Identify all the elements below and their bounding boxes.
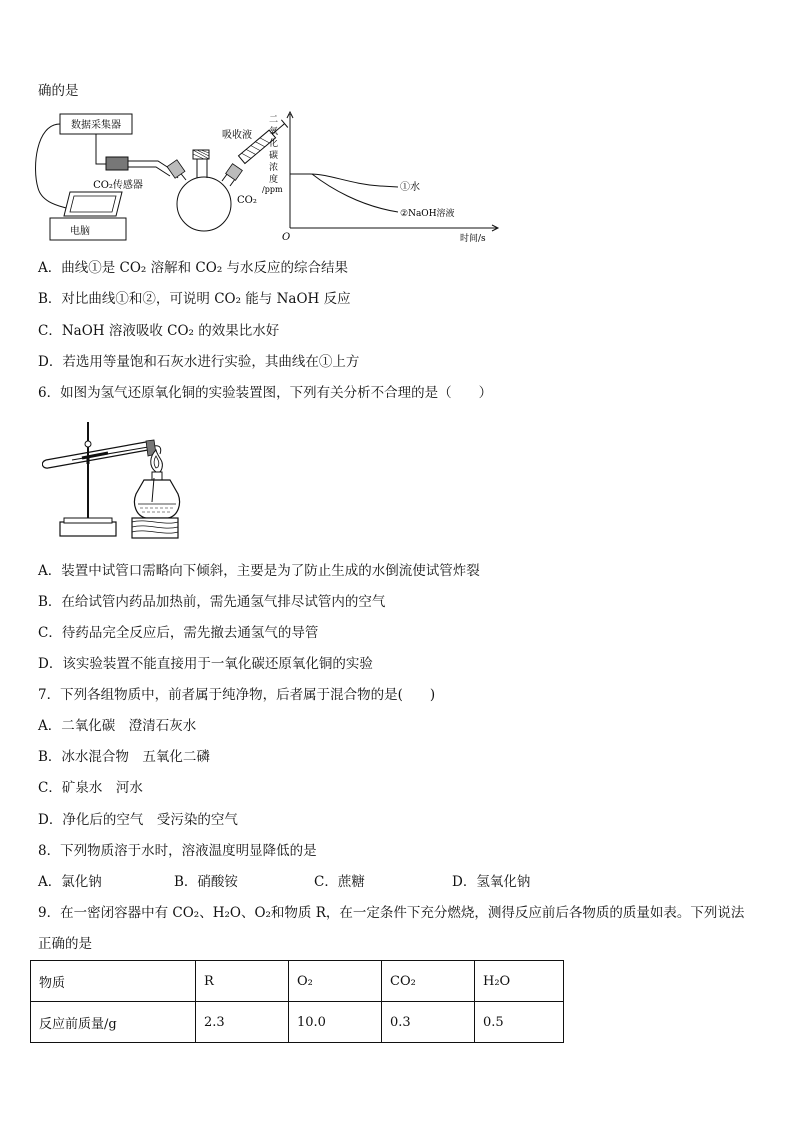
q6-stem: 6．如图为氢气还原氧化铜的实验装置图，下列有关分析不合理的是（ ） [38,385,493,401]
curve-naoh [312,174,398,212]
q7-stem: 7．下列各组物质中，前者属于纯净物，后者属于混合物的是( ) [38,687,436,703]
curve-naoh-label: ②NaOH溶液 [400,209,455,219]
x-axis-label: 时间/s [460,234,486,244]
stand-base [60,522,116,536]
hydrogen-reduction-apparatus [42,412,202,542]
svg-text:/ppm: /ppm [262,185,283,194]
q8-option-a: A．氯化钠 [38,874,102,890]
co2-sensor-label: CO₂传感器 [93,180,143,191]
y-axis-label [262,115,283,194]
table-cell: 2.3 [196,1002,289,1043]
table-cell: 0.5 [475,1002,564,1043]
table-cell: O₂ [289,961,382,1002]
q5-option-c: C．NaOH 溶液吸收 CO₂ 的效果比水好 [38,323,280,339]
q5-option-b: B．对比曲线①和②，可说明 CO₂ 能与 NaOH 反应 [38,291,351,307]
q8-option-d: D．氢氧化钠 [452,874,531,890]
q7-option-a: A．二氧化碳 澄清石灰水 [38,718,197,734]
curve-water [290,174,398,187]
svg-text:碳: 碳 [269,151,279,161]
table-cell: 物质 [31,961,196,1002]
q9-stem-line2: 正确的是 [38,936,92,952]
q8-option-b: B．硝酸铵 [174,874,238,890]
table-cell: 反应前质量/g [31,1002,196,1043]
concentration-graph [262,112,498,244]
svg-text:度: 度 [269,175,279,185]
q9-stem-line1: 9．在一密闭容器中有 CO₂、H₂O、O₂和物质 R，在一定条件下充分燃烧，测得反应前后各物质的质量如表。下列说法 [38,905,745,921]
q7-option-c: C．矿泉水 河水 [38,780,143,796]
intro-text: 确的是 [38,83,79,99]
svg-text:氧: 氧 [269,127,279,137]
alcohol-lamp [134,472,179,518]
table-cell: R [196,961,289,1002]
origin-label: O [282,232,291,243]
absorbent-label: 吸收液 [222,130,252,141]
mass-table [30,960,564,1043]
co2-gas-label: CO₂ [237,195,257,206]
q6-option-c: C．待药品完全反应后，需先撤去通氢气的导管 [38,625,319,641]
curve-water-label: ①水 [400,182,420,193]
three-neck-flask [177,177,231,231]
q7-option-d: D．净化后的空气 受污染的空气 [38,812,238,828]
wooden-block [132,518,178,538]
q6-option-a: A．装置中试管口需略向下倾斜，主要是为了防止生成的水倒流使试管炸裂 [38,563,480,579]
q7-option-b: B．冰水混合物 五氧化二磷 [38,749,210,765]
test-tube [42,442,148,468]
q5-option-d: D．若选用等量饱和石灰水进行实验，其曲线在①上方 [38,354,360,370]
table-cell: CO₂ [382,961,475,1002]
q5-option-a: A．曲线①是 CO₂ 溶解和 CO₂ 与水反应的综合结果 [38,260,349,276]
svg-text:浓: 浓 [269,163,279,173]
table-row [31,961,564,1002]
data-collector-label: 数据采集器 [71,120,121,131]
table-cell: 10.0 [289,1002,382,1043]
table-cell: H₂O [475,961,564,1002]
svg-text:化: 化 [269,139,279,149]
co2-sensor [106,157,128,170]
q8-option-c: C．蔗糖 [314,874,365,890]
table-row [31,1002,564,1043]
q6-option-b: B．在给试管内药品加热前，需先通氢气排尽试管内的空气 [38,594,386,610]
q6-option-d: D．该实验装置不能直接用于一氧化碳还原氧化铜的实验 [38,656,373,672]
svg-text:二: 二 [269,115,279,125]
co2-absorption-figure [30,108,510,248]
q8-stem: 8．下列物质溶于水时，溶液温度明显降低的是 [38,843,317,859]
computer-label: 电脑 [70,226,90,237]
table-cell: 0.3 [382,1002,475,1043]
q8-options [38,873,530,891]
